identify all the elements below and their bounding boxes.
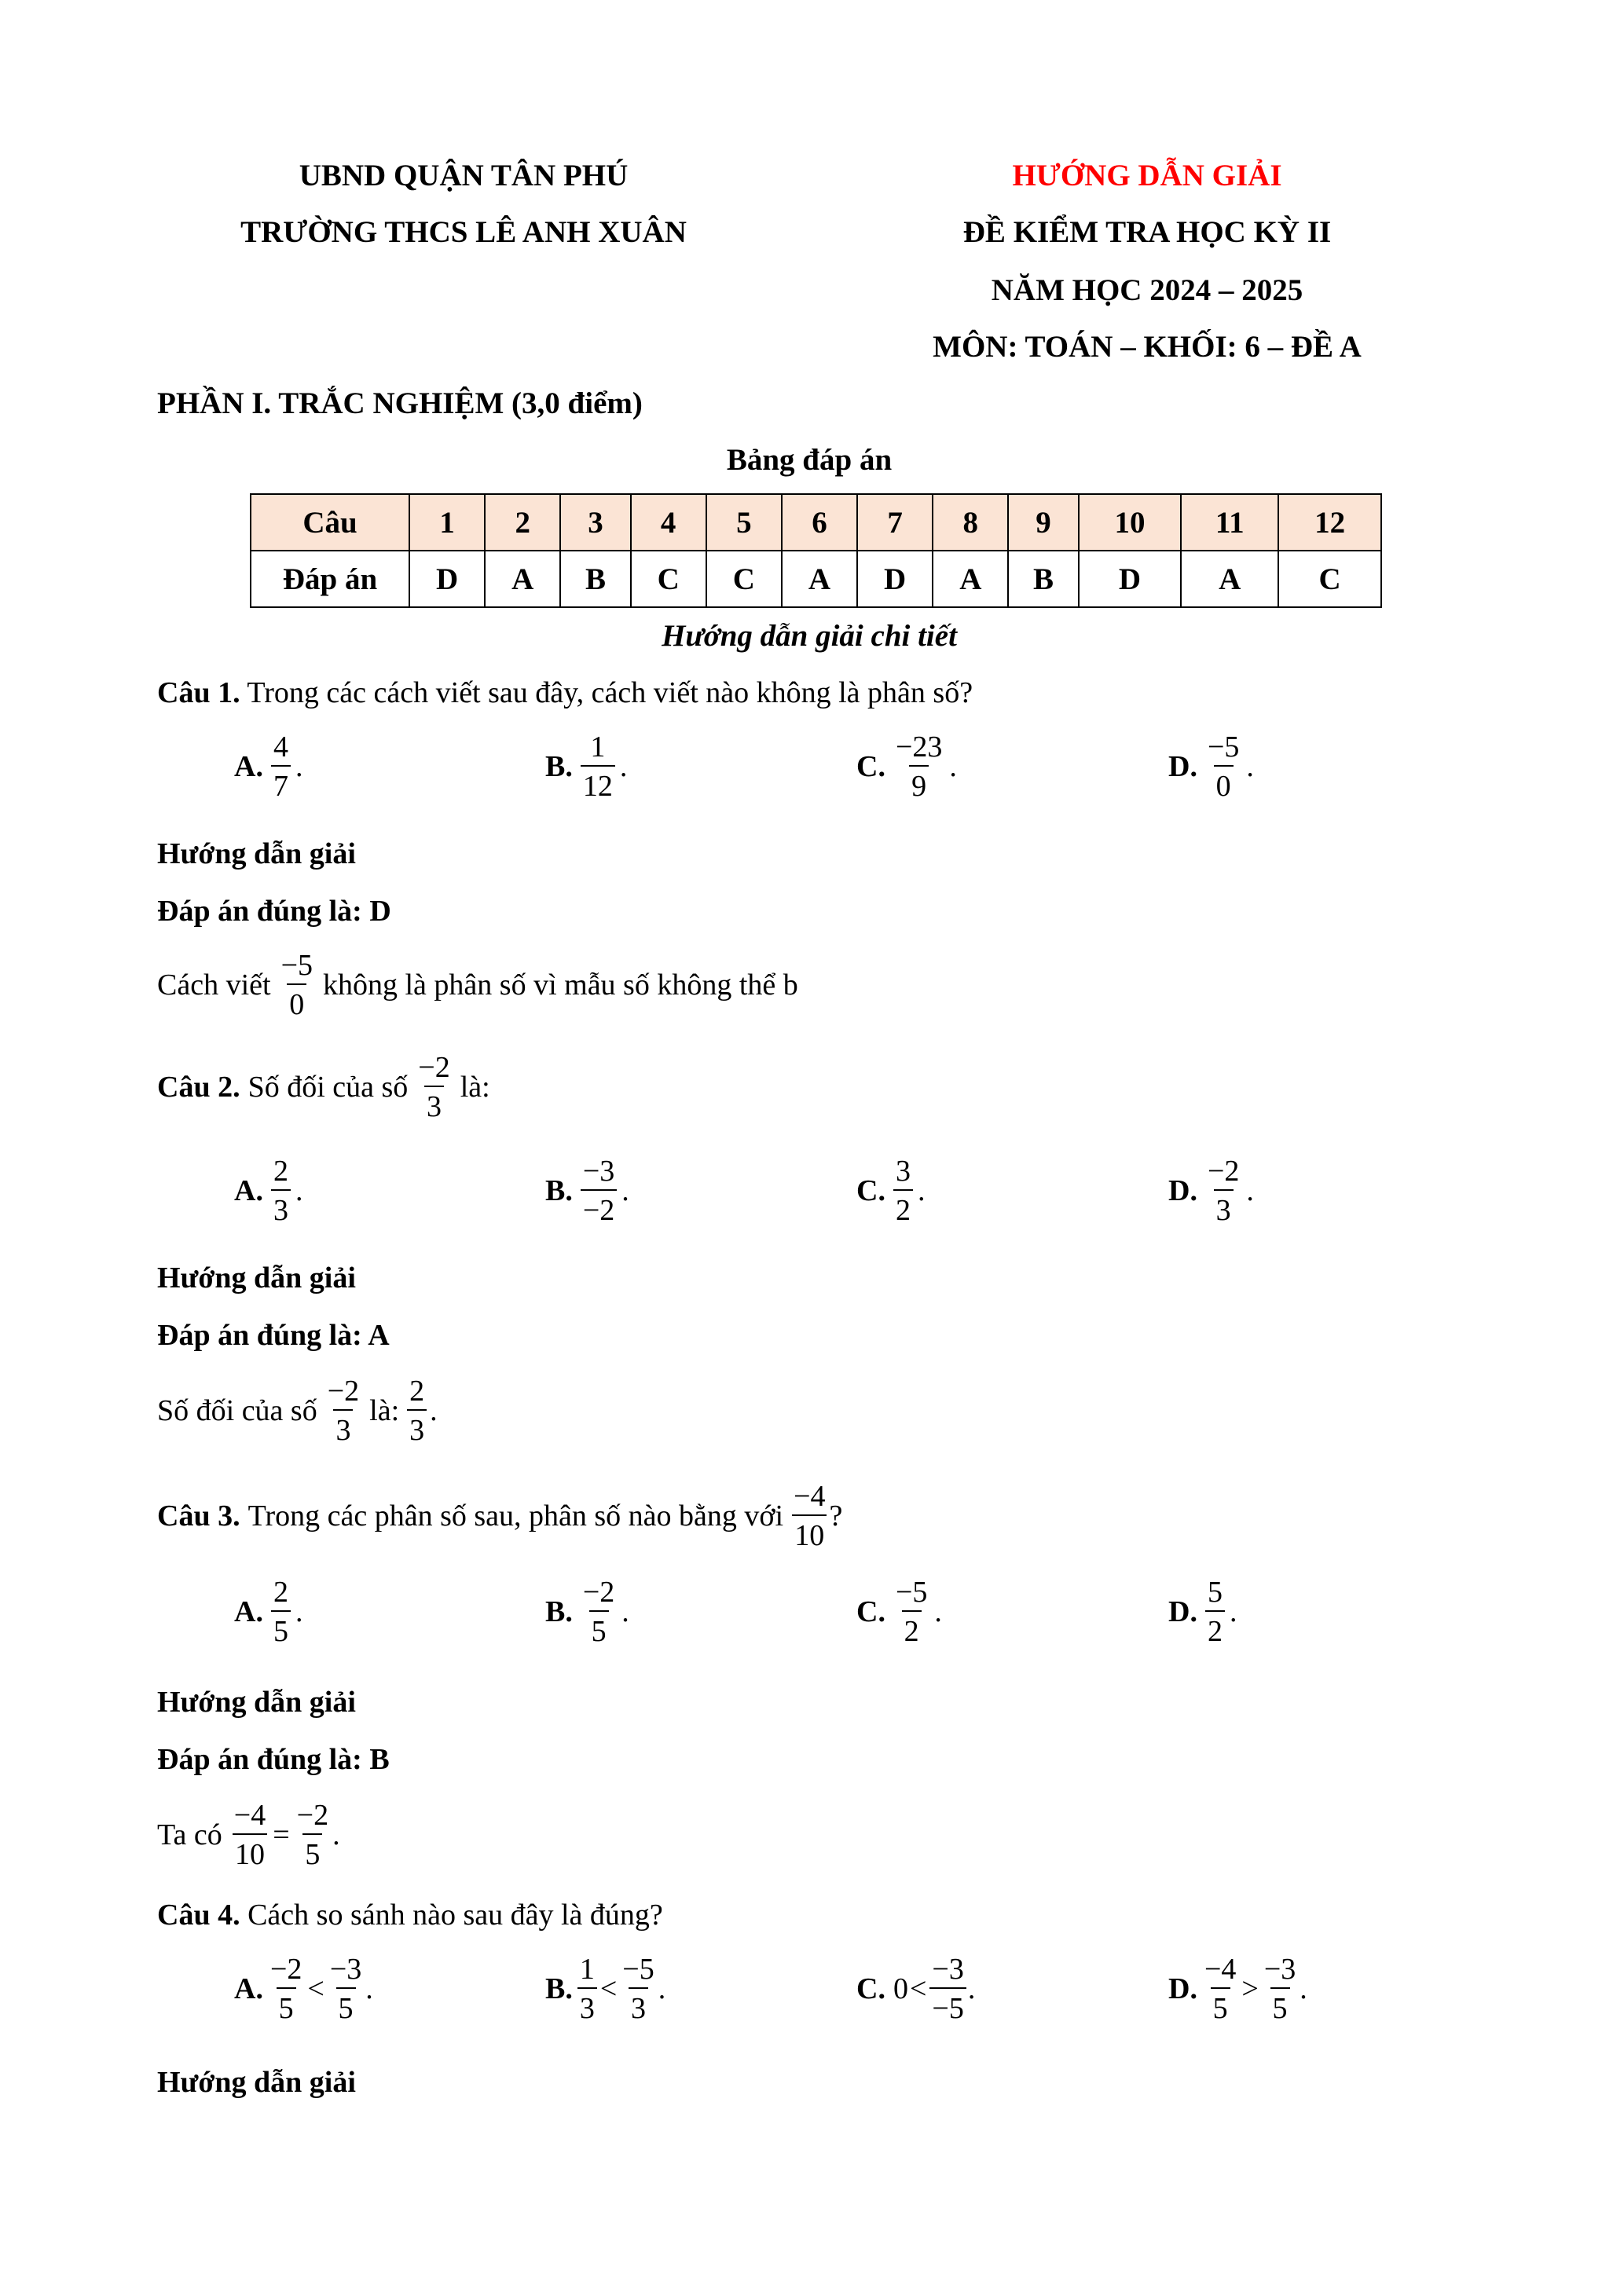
school-name: TRƯỜNG THCS LÊ ANH XUÂN: [240, 215, 687, 249]
table-caption: Bảng đáp án: [726, 443, 893, 477]
denominator: 5: [589, 1610, 609, 1646]
option-label: C.: [856, 750, 885, 783]
numerator: −23: [895, 731, 943, 764]
q3-explanation: [157, 1800, 340, 1869]
option-label: A.: [234, 1595, 263, 1628]
numerator: 4: [273, 731, 288, 764]
denominator: 3: [629, 1987, 648, 2023]
denominator: 2: [893, 1189, 913, 1225]
denominator: 0: [1214, 765, 1234, 801]
numerator: −5: [895, 1576, 928, 1609]
equals-sign: =: [273, 1818, 290, 1851]
option-label: A.: [234, 750, 263, 783]
q1-option-b: [545, 732, 627, 801]
denominator: 3: [577, 1987, 597, 2023]
denominator: 3: [271, 1189, 291, 1225]
question-label: Câu 3.: [157, 1500, 240, 1532]
denominator: 12: [581, 765, 615, 801]
question-text: ?: [829, 1500, 843, 1532]
question-label: Câu 2.: [157, 1071, 240, 1104]
school-year: NĂM HỌC 2024 – 2025: [991, 273, 1303, 307]
period: .: [295, 1595, 303, 1628]
q2-option-b: [545, 1156, 629, 1225]
denominator: 5: [271, 1610, 291, 1646]
fraction: [271, 1577, 291, 1646]
denominator: 9: [909, 765, 929, 801]
numerator: −2: [269, 1953, 302, 1986]
q4-guide-heading: Hướng dẫn giải: [157, 2066, 356, 2099]
question-number-cell: 11: [1181, 494, 1278, 551]
answer-letter-cell: A: [485, 551, 560, 607]
answer-table-answer-row: [251, 551, 1381, 607]
period: .: [967, 1972, 976, 2005]
correct-letter: D: [369, 895, 391, 928]
numerator: −2: [327, 1375, 360, 1408]
q2-explanation: [157, 1376, 438, 1445]
answer-letter-cell: B: [560, 551, 630, 607]
correct-letter: B: [369, 1743, 390, 1776]
q3-option-d: [1168, 1577, 1237, 1646]
option-label: B.: [545, 1972, 573, 2005]
numerator: 1: [579, 1953, 595, 1986]
less-than-sign: <: [909, 1972, 927, 2005]
numerator: 1: [590, 731, 606, 764]
denominator: 3: [1214, 1189, 1234, 1225]
answer-letter-cell: C: [631, 551, 706, 607]
question-text: Số đối của số: [247, 1071, 409, 1104]
district-name: UBND QUẬN TÂN PHÚ: [299, 159, 629, 192]
option-label: D.: [1168, 1972, 1197, 2005]
fraction: [893, 1156, 913, 1225]
denominator: 10: [233, 1833, 267, 1869]
period: .: [1229, 1595, 1237, 1628]
period: .: [1300, 1972, 1307, 2005]
denominator: 5: [1211, 1987, 1230, 2023]
denominator: 3: [424, 1086, 444, 1122]
correct-prefix: Đáp án đúng là:: [157, 1743, 362, 1776]
q1-option-c: [856, 732, 957, 801]
q2-option-d: [1168, 1156, 1254, 1225]
subject-grade: MÔN: TOÁN – KHỐI: 6 – ĐỀ A: [933, 330, 1362, 364]
denominator: 5: [1270, 1987, 1290, 2023]
period: .: [295, 1174, 303, 1207]
question-text: Cách so sánh nào sau đây là đúng?: [247, 1899, 663, 1932]
explain-text: Cách viết: [157, 969, 271, 1002]
answer-letter-cell: C: [1278, 551, 1381, 607]
numerator: −5: [280, 949, 313, 982]
question-number-cell: 9: [1008, 494, 1078, 551]
denominator: −2: [581, 1189, 617, 1225]
section-title: PHẦN I. TRẮC NGHIỆM (3,0 điểm): [157, 386, 643, 420]
period: .: [934, 1595, 942, 1628]
denominator: 5: [277, 1987, 296, 2023]
fraction: [581, 1577, 617, 1646]
question-3: [157, 1481, 842, 1551]
numerator: −4: [233, 1799, 266, 1832]
numerator: 2: [409, 1375, 425, 1408]
explain-text: Số đối của số: [157, 1394, 317, 1427]
question-text: là:: [460, 1071, 490, 1104]
option-label: D.: [1168, 1595, 1197, 1628]
denominator: 10: [792, 1514, 827, 1551]
correct-prefix: Đáp án đúng là:: [157, 1319, 362, 1352]
option-label: B.: [545, 1595, 573, 1628]
option-label: D.: [1168, 1174, 1197, 1207]
answer-letter-cell: A: [1181, 551, 1278, 607]
question-text: Trong các cách viết sau đây, cách viết nào không là phân số?: [247, 676, 973, 709]
fraction: [1205, 1156, 1241, 1225]
numerator: −2: [582, 1576, 615, 1609]
numerator: 2: [273, 1155, 288, 1188]
period: .: [619, 750, 628, 783]
period: .: [295, 750, 303, 783]
numerator: −4: [794, 1480, 826, 1513]
option-label: C.: [856, 1595, 885, 1628]
q3-correct-answer: [157, 1745, 390, 1774]
period: .: [1246, 1174, 1254, 1207]
fraction: [893, 732, 944, 801]
option-label: B.: [545, 750, 573, 783]
question-number-cell: 12: [1278, 494, 1381, 551]
fraction: [1262, 1954, 1298, 2023]
q2-guide-heading: Hướng dẫn giải: [157, 1262, 356, 1294]
row-label-answer: Đáp án: [251, 551, 409, 607]
question-number-cell: 5: [706, 494, 782, 551]
correct-prefix: Đáp án đúng là:: [157, 895, 362, 928]
question-number-cell: 2: [485, 494, 560, 551]
fraction: [416, 1053, 452, 1122]
answer-table: [250, 493, 1382, 608]
fraction: [295, 1800, 331, 1869]
answer-letter-cell: D: [857, 551, 933, 607]
denominator: −5: [929, 1987, 966, 2023]
less-than-sign: <: [307, 1972, 324, 2005]
option-label: A.: [234, 1174, 263, 1207]
fraction: [328, 1954, 364, 2023]
fraction: [581, 1156, 617, 1225]
numerator: −2: [1207, 1155, 1240, 1188]
question-label: Câu 1.: [157, 676, 240, 709]
fraction: [1202, 1954, 1238, 2023]
numerator: −5: [622, 1953, 654, 1986]
fraction: [279, 950, 315, 1020]
zero-value: 0: [893, 1972, 908, 2005]
q4-option-b: [545, 1954, 665, 2023]
fraction: [620, 1954, 656, 2023]
period: .: [365, 1972, 373, 2005]
answer-letter-cell: D: [409, 551, 485, 607]
answer-letter-cell: C: [706, 551, 782, 607]
question-number-cell: 6: [782, 494, 857, 551]
period: .: [430, 1394, 438, 1427]
document-title: HƯỚNG DẪN GIẢI: [1012, 159, 1282, 192]
answer-table-header-row: [251, 494, 1381, 551]
question-label: Câu 4.: [157, 1899, 240, 1932]
q2-option-c: [856, 1156, 925, 1225]
question-1: [157, 678, 973, 708]
question-number-cell: 10: [1079, 494, 1182, 551]
q4-option-a: [234, 1954, 373, 2023]
denominator: 3: [333, 1409, 353, 1445]
q1-option-a: [234, 732, 302, 801]
question-number-cell: 7: [857, 494, 933, 551]
q3-guide-heading: Hướng dẫn giải: [157, 1686, 356, 1719]
option-label: B.: [545, 1174, 573, 1207]
fraction: [271, 732, 291, 801]
question-number-cell: 4: [631, 494, 706, 551]
option-label: A.: [234, 1972, 263, 2005]
numerator: −3: [932, 1953, 964, 1986]
explain-text: không là phân số vì mẫu số không thể b: [323, 969, 798, 1002]
period: .: [1246, 750, 1254, 783]
numerator: −2: [418, 1051, 450, 1084]
q3-option-a: [234, 1577, 302, 1646]
question-4: [157, 1900, 663, 1930]
period: .: [621, 1174, 629, 1207]
less-than-sign: <: [599, 1972, 618, 2005]
correct-letter: A: [368, 1319, 390, 1352]
numerator: 5: [1207, 1576, 1223, 1609]
q2-correct-answer: [157, 1320, 390, 1350]
q4-option-d: [1168, 1954, 1307, 2023]
q1-option-d: [1168, 732, 1254, 801]
denominator: 7: [271, 765, 291, 801]
option-label: C.: [856, 1972, 885, 2005]
greater-than-sign: >: [1241, 1972, 1259, 2005]
question-number-cell: 3: [560, 494, 630, 551]
denominator: 5: [302, 1833, 322, 1869]
fraction: [581, 732, 615, 801]
q2-option-a: [234, 1156, 302, 1225]
denominator: 5: [336, 1987, 356, 2023]
answer-letter-cell: B: [1008, 551, 1078, 607]
period: .: [949, 750, 957, 783]
explain-text: là:: [369, 1394, 400, 1427]
numerator: −4: [1204, 1953, 1237, 1986]
fraction: [1205, 1577, 1225, 1646]
numerator: −3: [329, 1953, 362, 1986]
numerator: −5: [1207, 731, 1240, 764]
exam-name: ĐỀ KIỂM TRA HỌC KỲ II: [962, 215, 1332, 249]
numerator: 2: [273, 1576, 288, 1609]
numerator: 3: [895, 1155, 911, 1188]
numerator: −3: [582, 1155, 615, 1188]
fraction: [407, 1376, 427, 1445]
answer-letter-cell: A: [782, 551, 857, 607]
fraction: [232, 1800, 268, 1869]
denominator: 0: [287, 983, 306, 1020]
answer-letter-cell: D: [1079, 551, 1182, 607]
q1-guide-heading: Hướng dẫn giải: [157, 837, 356, 870]
fraction: [271, 1156, 291, 1225]
explain-text: Ta có: [157, 1818, 222, 1851]
denominator: 2: [902, 1610, 922, 1646]
q1-correct-answer: [157, 896, 391, 926]
period: .: [621, 1595, 629, 1628]
fraction: [325, 1376, 361, 1445]
fraction: [268, 1954, 304, 2023]
row-label-question: Câu: [251, 494, 409, 551]
numerator: −2: [296, 1799, 329, 1832]
question-number-cell: 1: [409, 494, 485, 551]
fraction: [929, 1954, 966, 2023]
numerator: −3: [1263, 1953, 1296, 1986]
fraction: [893, 1577, 929, 1646]
detail-caption: Hướng dẫn giải chi tiết: [662, 619, 957, 653]
period: .: [658, 1972, 666, 2005]
q1-explanation: [157, 950, 798, 1020]
question-number-cell: 8: [933, 494, 1008, 551]
q4-option-c: [856, 1954, 975, 2023]
question-text: Trong các phân số sau, phân số nào bằng với: [247, 1500, 784, 1532]
q3-option-b: [545, 1577, 629, 1646]
period: .: [917, 1174, 926, 1207]
fraction: [1205, 732, 1241, 801]
period: .: [332, 1818, 340, 1851]
q3-option-c: [856, 1577, 942, 1646]
option-label: C.: [856, 1174, 885, 1207]
denominator: 3: [407, 1409, 427, 1445]
denominator: 2: [1205, 1610, 1225, 1646]
fraction: [577, 1954, 597, 2023]
option-label: D.: [1168, 750, 1197, 783]
fraction: [791, 1481, 827, 1551]
question-2: [157, 1053, 490, 1122]
answer-letter-cell: A: [933, 551, 1008, 607]
